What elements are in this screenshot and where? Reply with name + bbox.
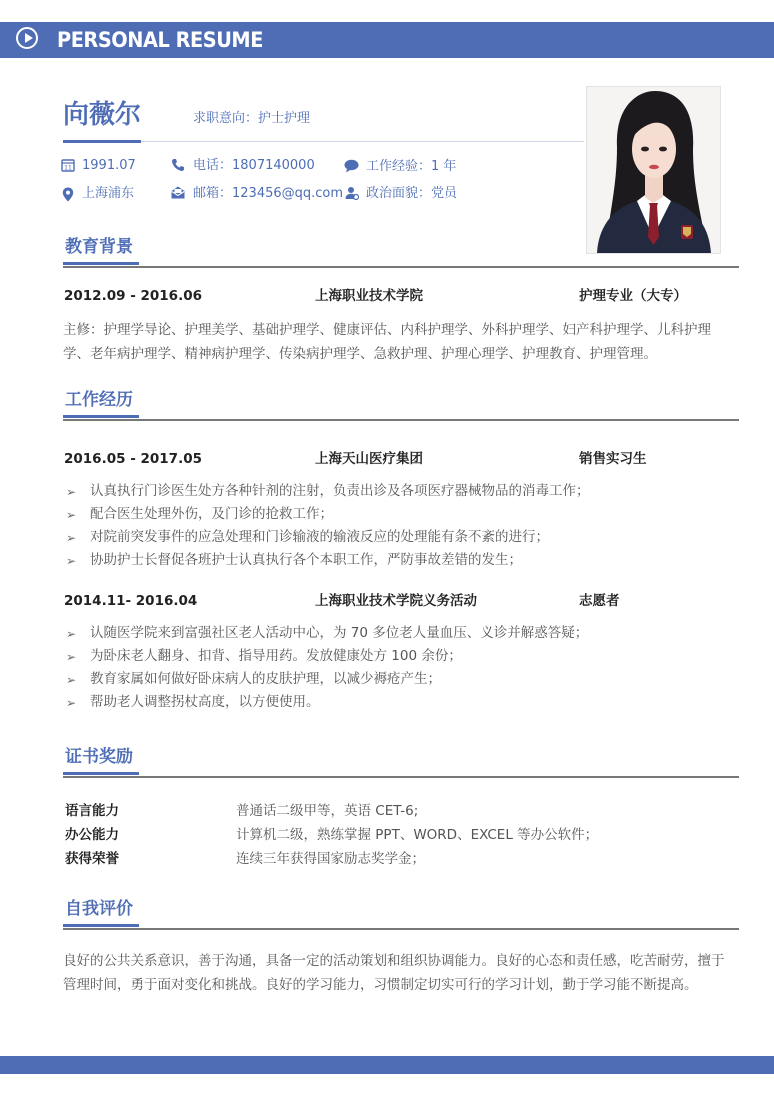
job-item: 认随医学院来到富强社区老人活动中心，为 70 多位老人量血压、义诊并解惑答疑； bbox=[90, 625, 589, 641]
certs-title: 证书奖励 bbox=[65, 747, 133, 767]
arrow-bullet-icon: ➢ bbox=[66, 673, 77, 687]
edu-period: 2012.09 - 2016.06 bbox=[64, 288, 202, 304]
job-item: 教育家属如何做好卧床病人的皮肤护理，以减少褥疮产生； bbox=[90, 671, 441, 687]
phone-number: 电话：1807140000 bbox=[193, 158, 315, 173]
self-underline bbox=[63, 924, 139, 927]
arrow-bullet-icon: ➢ bbox=[66, 531, 77, 545]
job-item: 帮助老人调整拐杖高度，以方便使用。 bbox=[90, 694, 320, 710]
job-intent: 求职意向：护士护理 bbox=[193, 111, 311, 126]
name-underline bbox=[63, 140, 141, 143]
job-role: 销售实习生 bbox=[579, 451, 647, 467]
cert-value: 连续三年获得国家励志奖学金； bbox=[236, 851, 425, 867]
job-item: 对院前突发事件的应急处理和门诊输液的输液反应的处理能有条不紊的进行； bbox=[90, 529, 549, 545]
svg-text:11: 11 bbox=[64, 164, 72, 172]
self-title: 自我评价 bbox=[65, 899, 133, 919]
job-period: 2016.05 - 2017.05 bbox=[64, 451, 202, 467]
edu-courses: 主修：护理学导论、护理美学、基础护理学、健康评估、内科护理学、外科护理学、妇产科护理学、儿科护理学、老年病护理学、精神病护理学、传染病护理学、急救护理、护理心理学、护理教育、护理管理。 bbox=[63, 322, 711, 362]
cert-label: 办公能力 bbox=[65, 827, 119, 843]
job-item: 为卧床老人翻身、扣背、指导用药。发放健康处方 100 余份； bbox=[90, 648, 462, 664]
job-period: 2014.11- 2016.04 bbox=[64, 593, 198, 609]
job-role: 志愿者 bbox=[579, 593, 620, 609]
arrow-bullet-icon: ➢ bbox=[66, 650, 77, 664]
chat-bubble-icon bbox=[344, 159, 359, 173]
arrow-bullet-icon: ➢ bbox=[66, 554, 77, 568]
job-item: 认真执行门诊医生处方各种针剂的注射，负责出诊及各项医疗器械物品的消毒工作； bbox=[90, 483, 590, 499]
cert-value: 计算机二级，熟练掌握 PPT、WORD、EXCEL 等办公软件； bbox=[236, 827, 599, 843]
education-title: 教育背景 bbox=[65, 237, 133, 257]
arrow-bullet-icon: ➢ bbox=[66, 485, 77, 499]
work-experience: 工作经验：1 年 bbox=[366, 159, 457, 174]
user-badge-icon bbox=[345, 186, 359, 200]
header-title: PERSONAL RESUME bbox=[57, 28, 263, 52]
birth-date: 1991.07 bbox=[82, 158, 136, 173]
mail-icon bbox=[171, 186, 185, 199]
certs-underline bbox=[63, 772, 139, 775]
job-item: 协助护士长督促各班护士认真执行各个本职工作，严防事故差错的发生； bbox=[90, 552, 522, 568]
arrow-bullet-icon: ➢ bbox=[66, 508, 77, 522]
job-org: 上海天山医疗集团 bbox=[315, 451, 423, 467]
cert-value: 普通话二级甲等，英语 CET-6; bbox=[236, 803, 419, 819]
phone-icon bbox=[171, 158, 185, 172]
self-divider bbox=[63, 928, 739, 930]
job-item: 配合医生处理外伤，及门诊的抢救工作； bbox=[90, 506, 333, 522]
portrait-illustration bbox=[587, 87, 720, 253]
location-pin-icon bbox=[62, 187, 74, 202]
work-title: 工作经历 bbox=[65, 390, 133, 410]
education-underline bbox=[63, 262, 139, 265]
cert-label: 语言能力 bbox=[65, 803, 119, 819]
candidate-name: 向薇尔 bbox=[63, 100, 142, 130]
political-status: 政治面貌：党员 bbox=[366, 186, 458, 201]
arrow-bullet-icon: ➢ bbox=[66, 696, 77, 710]
certs-divider bbox=[63, 776, 739, 778]
email-address: 邮箱：123456@qq.com bbox=[193, 186, 344, 201]
location: 上海浦东 bbox=[82, 186, 135, 201]
self-evaluation-text: 良好的公共关系意识，善于沟通，具备一定的活动策划和组织协调能力。良好的心态和责任感，吃苦耐劳，擅于管理时间，勇于面对变化和挑战。良好的学习能力，习惯制定切实可行的学习计划，勤于学习能不断提高。 bbox=[63, 953, 725, 993]
cert-label: 获得荣誉 bbox=[65, 851, 119, 867]
play-circle-icon bbox=[16, 27, 38, 49]
education-divider bbox=[63, 266, 739, 268]
edu-school: 上海职业技术学院 bbox=[315, 288, 423, 304]
work-divider bbox=[63, 419, 739, 421]
job-org: 上海职业技术学院义务活动 bbox=[315, 593, 477, 609]
calendar-icon bbox=[61, 158, 75, 172]
profile-photo bbox=[586, 86, 721, 254]
work-underline bbox=[63, 415, 139, 418]
header-banner bbox=[0, 22, 774, 58]
edu-major: 护理专业（大专） bbox=[579, 288, 687, 304]
name-divider bbox=[141, 141, 584, 142]
arrow-bullet-icon: ➢ bbox=[66, 627, 77, 641]
footer-bar bbox=[0, 1056, 774, 1074]
